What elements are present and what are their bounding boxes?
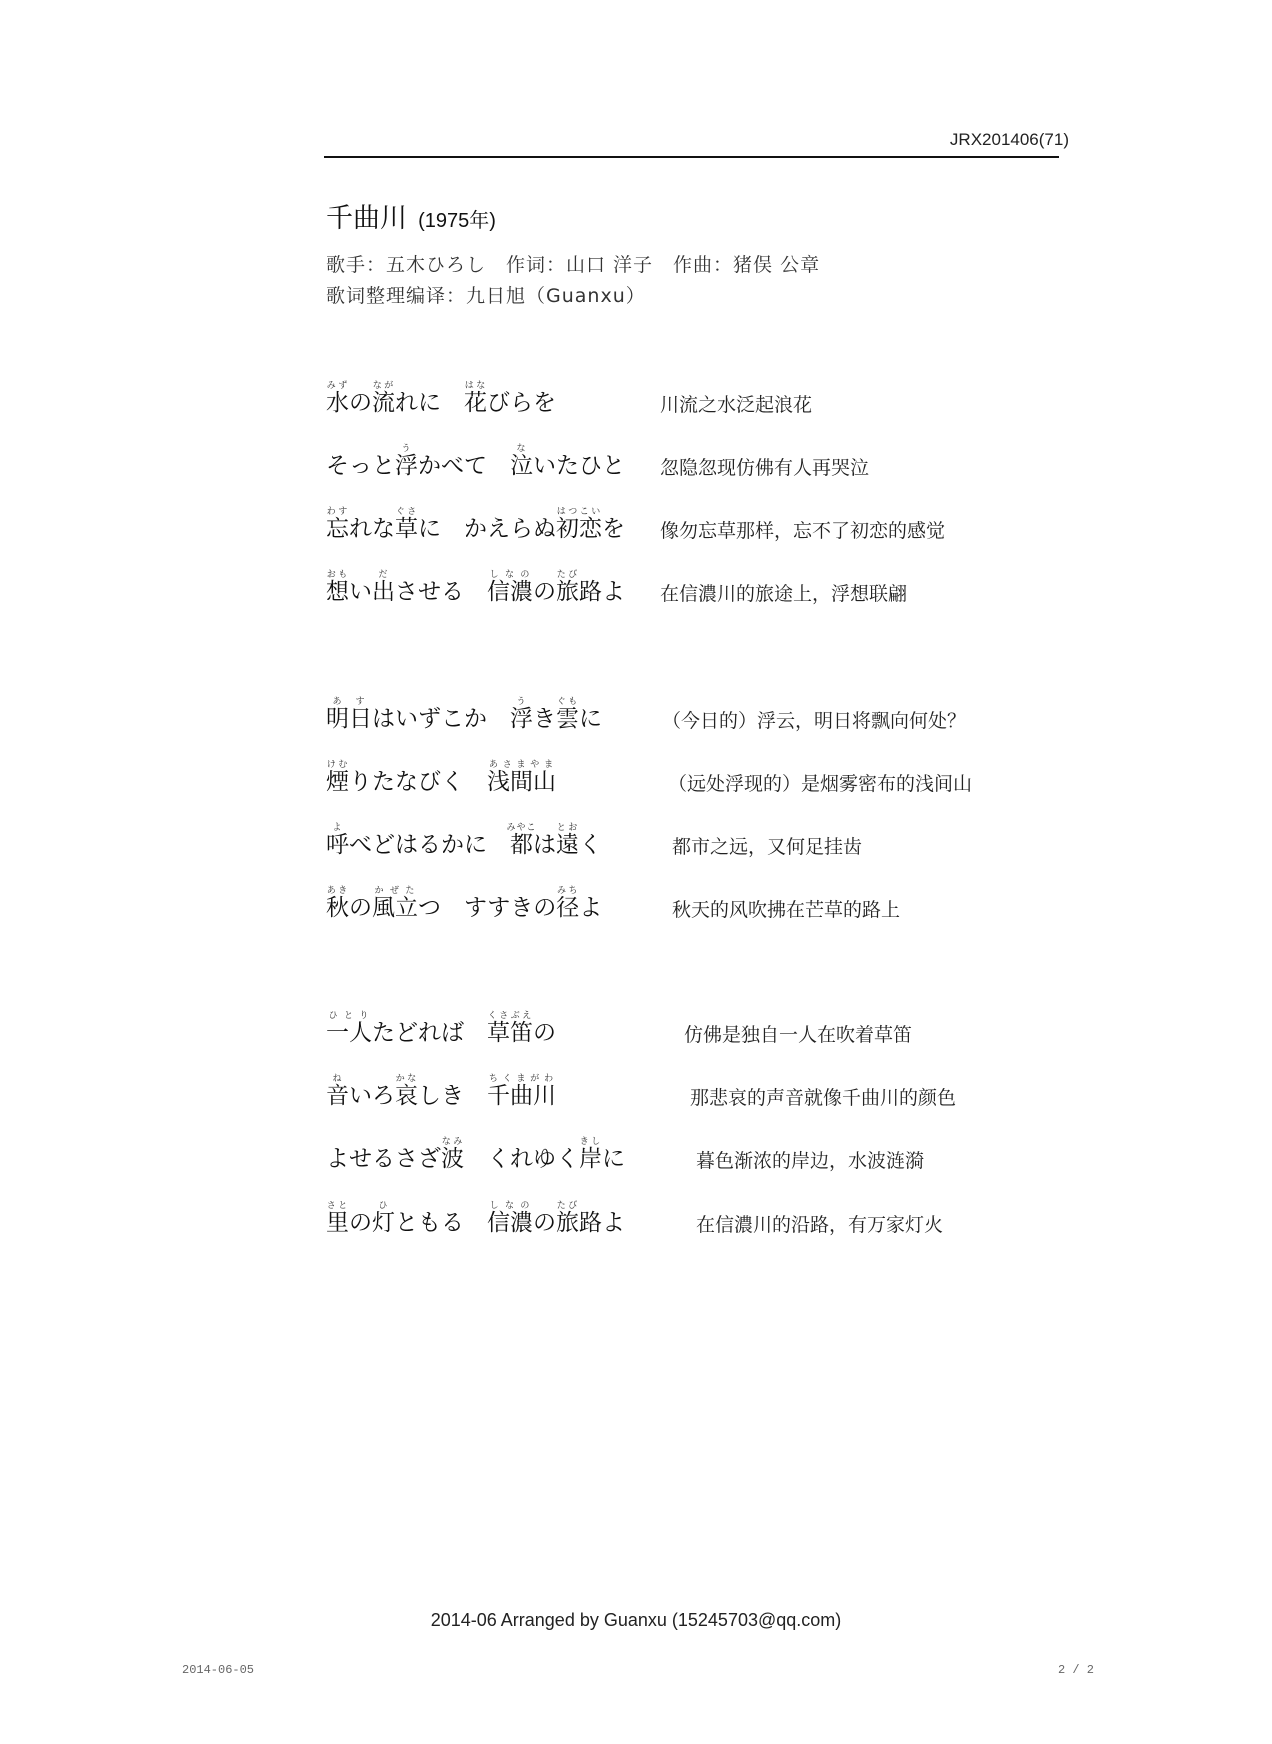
chinese-translation: 像勿忘草那样，忘不了初恋的感觉 <box>660 520 946 542</box>
chinese-translation: 都市之远，又何足挂齿 <box>672 836 863 858</box>
chinese-translation: 那悲哀的声音就像千曲川的颜色 <box>690 1087 957 1109</box>
furigana-reading: はな <box>464 381 487 391</box>
credits-line-2: 歌词整理编译：九日旭（Guanxu） <box>326 285 646 307</box>
furigana-word <box>326 507 349 542</box>
kanji-text: 明日 <box>326 706 372 732</box>
furigana-reading: みち <box>556 886 580 896</box>
kanji-text: 里 <box>326 1210 349 1236</box>
furigana-word <box>487 1074 556 1109</box>
furigana-reading: ひとり <box>326 1011 372 1021</box>
furigana-word <box>441 1137 464 1172</box>
furigana-word <box>326 823 349 858</box>
furigana-reading: きし <box>579 1137 602 1147</box>
kanji-text: 浮 <box>510 706 533 732</box>
kana-text: の <box>533 1210 556 1236</box>
furigana-word <box>395 507 418 542</box>
kana-text: の <box>349 390 372 416</box>
kana-text: いろ <box>349 1083 395 1109</box>
furigana-word <box>556 697 579 732</box>
lyric-row <box>326 1123 1066 1171</box>
kana-text: よせるさざ <box>326 1146 441 1172</box>
furigana-reading: ぐさ <box>395 507 418 517</box>
furigana-reading: わす <box>326 507 349 517</box>
furigana-reading: くさぶえ <box>487 1011 533 1021</box>
kanji-text: 岸 <box>579 1146 602 1172</box>
page-number: 2 / 2 <box>1057 1663 1094 1677</box>
kana-text: に <box>579 706 602 732</box>
furigana-reading: あき <box>326 886 349 896</box>
kanji-text: 草笛 <box>487 1020 533 1046</box>
kana-text: の <box>533 1020 556 1046</box>
japanese-lyric <box>326 507 625 541</box>
document-id: JRX201406(71) <box>949 130 1069 149</box>
furigana-reading: とお <box>556 823 579 833</box>
kanji-text: 哀 <box>395 1083 418 1109</box>
furigana-word <box>579 1137 602 1172</box>
furigana-word <box>556 570 579 605</box>
japanese-lyric <box>326 1074 556 1108</box>
kanji-text: 遠 <box>556 832 579 858</box>
furigana-reading: よ <box>326 823 349 833</box>
kana-text: れな <box>349 516 395 542</box>
footer-credit: 2014-06 Arranged by Guanxu (15245703@qq.com) <box>430 1610 842 1630</box>
chinese-translation: 川流之水泛起浪花 <box>660 394 813 416</box>
kanji-text: 煙 <box>326 769 349 795</box>
kana-text: ともる <box>395 1210 487 1236</box>
kanji-text: 灯 <box>372 1210 395 1236</box>
kanji-text: 雲 <box>556 706 579 732</box>
furigana-word <box>372 381 395 416</box>
furigana-word <box>556 823 579 858</box>
kanji-text: 音 <box>326 1083 349 1109</box>
kana-text: はいずこか <box>372 706 510 732</box>
kana-text: そっと <box>326 453 395 479</box>
kanji-text: 旅 <box>556 1210 579 1236</box>
furigana-reading: なが <box>372 381 395 391</box>
kanji-text: 都 <box>506 832 537 858</box>
lyric-row <box>326 556 1066 604</box>
furigana-reading: ね <box>326 1074 349 1084</box>
kana-text: の <box>349 895 372 921</box>
furigana-word <box>326 886 349 921</box>
furigana-reading: だ <box>372 570 395 580</box>
furigana-word <box>372 570 395 605</box>
lyric-row <box>326 746 1066 794</box>
kanji-text: 浮 <box>395 453 418 479</box>
furigana-word <box>487 570 533 605</box>
kana-text: い <box>349 579 372 605</box>
furigana-word <box>556 886 580 921</box>
kana-text: を <box>602 516 625 542</box>
kana-text: しき <box>418 1083 487 1109</box>
kana-text: させる <box>395 579 487 605</box>
kanji-text: 呼 <box>326 832 349 858</box>
furigana-reading: う <box>395 444 418 454</box>
song-title: 千曲川 <box>326 203 407 234</box>
kanji-text: 風立 <box>372 895 418 921</box>
furigana-reading: あさまやま <box>487 760 556 770</box>
kanji-text: 流 <box>372 390 395 416</box>
furigana-word <box>487 1201 533 1236</box>
kanji-text: 波 <box>441 1146 464 1172</box>
furigana-word <box>510 697 533 732</box>
kana-text: の <box>349 1210 372 1236</box>
lyric-row <box>326 872 1066 920</box>
chinese-translation: （远处浮现的）是烟雾密布的浅间山 <box>668 773 973 795</box>
kanji-text: 泣 <box>510 453 533 479</box>
kanji-text: 出 <box>372 579 395 605</box>
furigana-word <box>487 1011 533 1046</box>
kana-text: よ <box>579 895 603 921</box>
chinese-translation: 秋天的风吹拂在芒草的路上 <box>672 899 901 921</box>
furigana-reading: みず <box>326 381 349 391</box>
kanji-text: 一人 <box>326 1020 372 1046</box>
chinese-translation: 在信濃川的沿路，有万家灯火 <box>696 1214 944 1236</box>
furigana-word <box>326 381 349 416</box>
lyric-row <box>326 1060 1066 1108</box>
kana-text: 路よ <box>579 579 625 605</box>
kana-text: の <box>533 579 556 605</box>
furigana-word <box>326 697 372 732</box>
furigana-word <box>372 886 418 921</box>
kana-text: くれゆく <box>464 1146 579 1172</box>
japanese-lyric <box>326 444 625 478</box>
kana-text: びらを <box>487 390 556 416</box>
chinese-translation: 仿佛是独自一人在吹着草笛 <box>684 1024 913 1046</box>
chinese-translation: 忽隐忽现仿佛有人再哭泣 <box>660 457 870 479</box>
japanese-lyric <box>326 381 556 415</box>
japanese-lyric <box>326 570 625 604</box>
japanese-lyric <box>326 1137 625 1171</box>
furigana-word <box>464 381 487 416</box>
furigana-reading: ちくまがわ <box>487 1074 556 1084</box>
kanji-text: 忘 <box>326 516 349 542</box>
lyric-row <box>326 997 1066 1045</box>
song-year: (1975年) <box>418 210 496 232</box>
lyric-row <box>326 683 1066 731</box>
kanji-text: 花 <box>464 390 487 416</box>
furigana-reading: しなの <box>487 570 533 580</box>
kana-text: は <box>533 832 556 858</box>
furigana-word <box>326 1201 349 1236</box>
credits-line-1: 歌手：五木ひろし 作词：山口 洋子 作曲：猪俣 公章 <box>326 254 821 276</box>
furigana-reading: な <box>510 444 533 454</box>
japanese-lyric <box>326 1011 556 1045</box>
furigana-word <box>556 507 602 542</box>
lyric-row <box>326 1187 1066 1235</box>
kana-text: に かえらぬ <box>418 516 556 542</box>
furigana-reading: ひ <box>372 1201 395 1211</box>
chinese-translation: （今日的）浮云，明日将飘向何处？ <box>662 710 967 732</box>
furigana-reading: かぜた <box>372 886 418 896</box>
kana-text: かべて <box>418 453 510 479</box>
chinese-translation: 在信濃川的旅途上，浮想联翩 <box>660 583 908 605</box>
furigana-reading: けむ <box>326 760 349 770</box>
furigana-reading: かな <box>395 1074 418 1084</box>
lyric-row <box>326 367 1066 415</box>
furigana-word <box>510 444 533 479</box>
kana-text: いたひと <box>533 453 625 479</box>
japanese-lyric <box>326 823 602 857</box>
furigana-word <box>506 823 537 858</box>
furigana-reading: たび <box>556 570 579 580</box>
kana-text: に <box>602 1146 625 1172</box>
kanji-text: 秋 <box>326 895 349 921</box>
furigana-reading: おも <box>326 570 349 580</box>
furigana-reading: あす <box>326 697 372 707</box>
kanji-text: 浅間山 <box>487 769 556 795</box>
furigana-reading: なみ <box>441 1137 464 1147</box>
furigana-word <box>326 760 349 795</box>
kanji-text: 信濃 <box>487 1210 533 1236</box>
furigana-word <box>487 760 556 795</box>
furigana-word <box>395 1074 418 1109</box>
japanese-lyric <box>326 1201 625 1235</box>
furigana-word <box>556 1201 579 1236</box>
kana-text: べどはるかに <box>349 832 510 858</box>
furigana-reading: はつこい <box>556 507 602 517</box>
kana-text: 路よ <box>579 1210 625 1236</box>
japanese-lyric <box>326 886 602 920</box>
lyric-row <box>326 493 1066 541</box>
kanji-text: 初恋 <box>556 516 602 542</box>
lyric-row <box>326 809 1066 857</box>
kanji-text: 草 <box>395 516 418 542</box>
kanji-text: 信濃 <box>487 579 533 605</box>
furigana-reading: ぐも <box>556 697 579 707</box>
furigana-reading: しなの <box>487 1201 533 1211</box>
print-date: 2014-06-05 <box>182 1663 255 1677</box>
kana-text: りたなびく <box>349 769 487 795</box>
lyric-row <box>326 430 1066 478</box>
furigana-word <box>395 444 418 479</box>
furigana-reading: たび <box>556 1201 579 1211</box>
kana-text: く <box>579 832 602 858</box>
kana-text: れに <box>395 390 464 416</box>
furigana-reading: みやこ <box>506 823 537 833</box>
kanji-text: 水 <box>326 390 349 416</box>
header-rule <box>324 156 1059 158</box>
furigana-word <box>326 1011 372 1046</box>
japanese-lyric <box>326 697 602 731</box>
kana-text: き <box>533 706 556 732</box>
furigana-word <box>372 1201 395 1236</box>
furigana-word <box>326 1074 349 1109</box>
furigana-word <box>326 570 349 605</box>
kanji-text: 径 <box>556 895 580 921</box>
kana-text: たどれば <box>372 1020 487 1046</box>
kana-text: つ すすきの <box>418 895 557 921</box>
japanese-lyric <box>326 760 556 794</box>
furigana-reading: さと <box>326 1201 349 1211</box>
chinese-translation: 暮色渐浓的岸边，水波涟漪 <box>696 1150 925 1172</box>
song-title-line <box>326 196 496 235</box>
kanji-text: 千曲川 <box>487 1083 556 1109</box>
furigana-reading: う <box>510 697 533 707</box>
kanji-text: 旅 <box>556 579 579 605</box>
kanji-text: 想 <box>326 579 349 605</box>
